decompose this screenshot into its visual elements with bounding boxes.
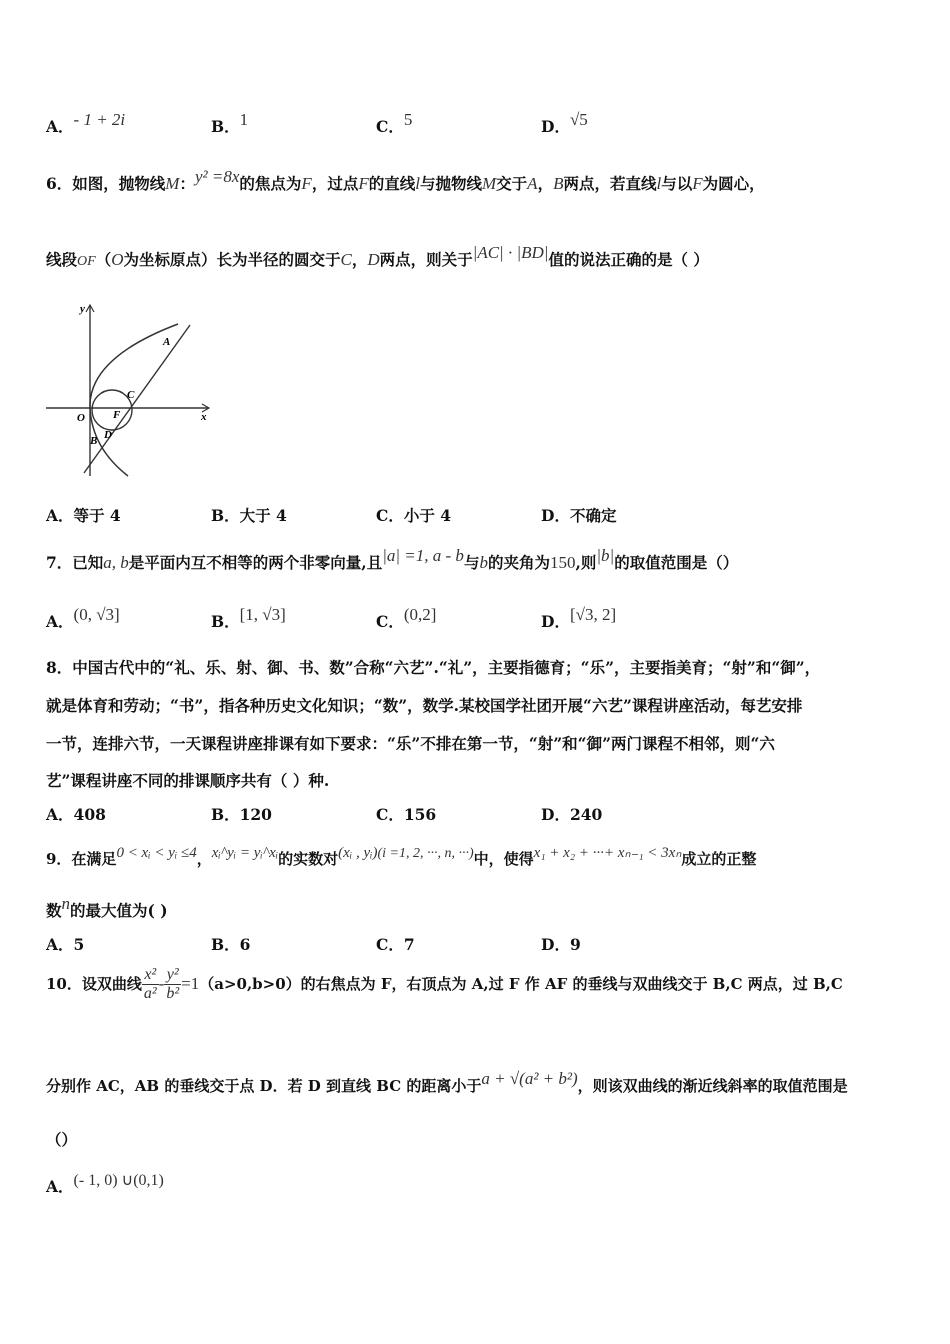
q9-stem-line-1: 9．在满足0 < xᵢ < yᵢ ≤4，xᵢ^yᵢ = yᵢ^xᵢ的实数对(xᵢ , yᵢ)(i =1, 2, ···, n, ···)中，使得x₁ + x₂ + ···+ xₙ₋₁ < 3xₙ成立的正整 — [46, 845, 757, 868]
q5-option-a[interactable] — [46, 110, 126, 137]
option-letter: C． — [376, 117, 404, 136]
q6-stem-line-2: 线段OF（O为坐标原点）长为半径的圆交于C，D两点，则关于|AC| · |BD|值的说法正确的是（ ） — [46, 243, 709, 269]
label-a: A — [163, 336, 171, 348]
q8-stem-line-2: 就是体育和劳动；“书”，指各种历史文化知识；“数”，数学.某校国学社团开展“六艺”课程讲座活动，每艺安排 — [46, 696, 803, 715]
label-b: B — [90, 435, 98, 447]
q8-option-b[interactable]: B．120 — [211, 805, 272, 824]
q8-option-a[interactable]: A．408 — [46, 805, 106, 824]
focus-circle — [92, 390, 132, 430]
q7-option-b[interactable]: B．[1, √3] — [211, 605, 286, 631]
option-letter: B． — [211, 117, 240, 136]
fraction-x2-a2: $\frac{\text{x²}}{\text{a²}}$ — [143, 966, 157, 1003]
line-l — [84, 325, 190, 473]
option-letter: D． — [541, 117, 570, 136]
option-value: 5 — [403, 110, 413, 129]
q10-option-a[interactable]: A．(- 1, 0) ∪(0,1) — [46, 1172, 164, 1196]
q7-option-d[interactable]: D．[√3, 2] — [541, 605, 617, 631]
q7-option-a[interactable]: A．(0, √3] — [46, 605, 120, 631]
q5-option-c[interactable] — [376, 110, 413, 137]
q9-option-b[interactable]: B．6 — [211, 935, 251, 954]
label-f: F — [113, 409, 121, 421]
q5-option-b[interactable] — [211, 110, 249, 137]
label-d: D — [104, 429, 112, 441]
q8-stem-line-4: 艺”课程讲座不同的排课顺序共有（ ）种. — [46, 771, 330, 790]
option-value: - 1 + 2i — [73, 110, 126, 129]
label-x: x — [201, 411, 207, 423]
label-o: O — [77, 412, 85, 424]
parabola-circle-figure — [40, 298, 220, 480]
q6-option-b[interactable]: B．大于 4 — [211, 506, 287, 525]
label-y: y — [80, 303, 85, 315]
q6-stem-line-1: 6．如图，抛物线M：y² =8x的焦点为F，过点F的直线l与抛物线M交于A，B两点，若直线l与以F为圆心， — [46, 167, 765, 193]
q9-option-c[interactable]: C．7 — [376, 935, 415, 954]
q10-stem-line-2: 分别作 AC，AB 的垂线交于点 D．若 D 到直线 BC 的距离小于a + √(a² + b²)，则该双曲线的渐近线斜率的取值范围是 — [46, 1069, 848, 1095]
q8-option-d[interactable]: D．240 — [541, 805, 603, 824]
q6-option-c[interactable]: C．小于 4 — [376, 506, 452, 525]
label-c: C — [127, 389, 135, 401]
q10-stem-line-3: （） — [46, 1130, 78, 1149]
fraction-y2-b2: $\frac{\text{y²}}{\text{b²}}$ — [166, 966, 180, 1003]
q10-stem-line-1: 10．设双曲线 $\frac{\text{x²}}{\text{a²}}$ - $\frac{\text{y²}}{\text{b²}}$ =1（a>0,b>0）的右焦点为 F，右顶点为 A,过 F 作 AF 的垂线与双曲线交于 B,C 两点，过 B,C — [46, 966, 843, 1003]
option-letter: A． — [46, 117, 74, 136]
q9-option-a[interactable]: A．5 — [46, 935, 85, 954]
q8-stem-line-1: 8．中国古代中的“礼、乐、射、御、书、数”合称“六艺”.“礼”，主要指德育；“乐”，主要指美育；“射”和“御”， — [46, 658, 821, 677]
q6-option-a[interactable]: A．等于 4 — [46, 506, 121, 525]
q7-option-c[interactable]: C．(0,2] — [376, 605, 437, 631]
q7-stem: 7．已知a, b是平面内互不相等的两个非零向量,且|a| =1, a - b与b的夹角为150,则|b|的取值范围是（） — [46, 546, 739, 572]
q8-stem-line-3: 一节，连排六节，一天课程讲座排课有如下要求：“乐”不排在第一节，“射”和“御”两门课程不相邻，则“六 — [46, 734, 775, 753]
q6-option-d[interactable]: D．不确定 — [541, 506, 617, 525]
q5-option-d[interactable] — [541, 110, 588, 137]
q8-option-c[interactable]: C．156 — [376, 805, 437, 824]
option-value: √5 — [569, 110, 588, 129]
q9-option-d[interactable]: D．9 — [541, 935, 581, 954]
q9-stem-line-2: 数n的最大值为( ) — [46, 894, 168, 920]
option-value: 1 — [239, 110, 249, 129]
